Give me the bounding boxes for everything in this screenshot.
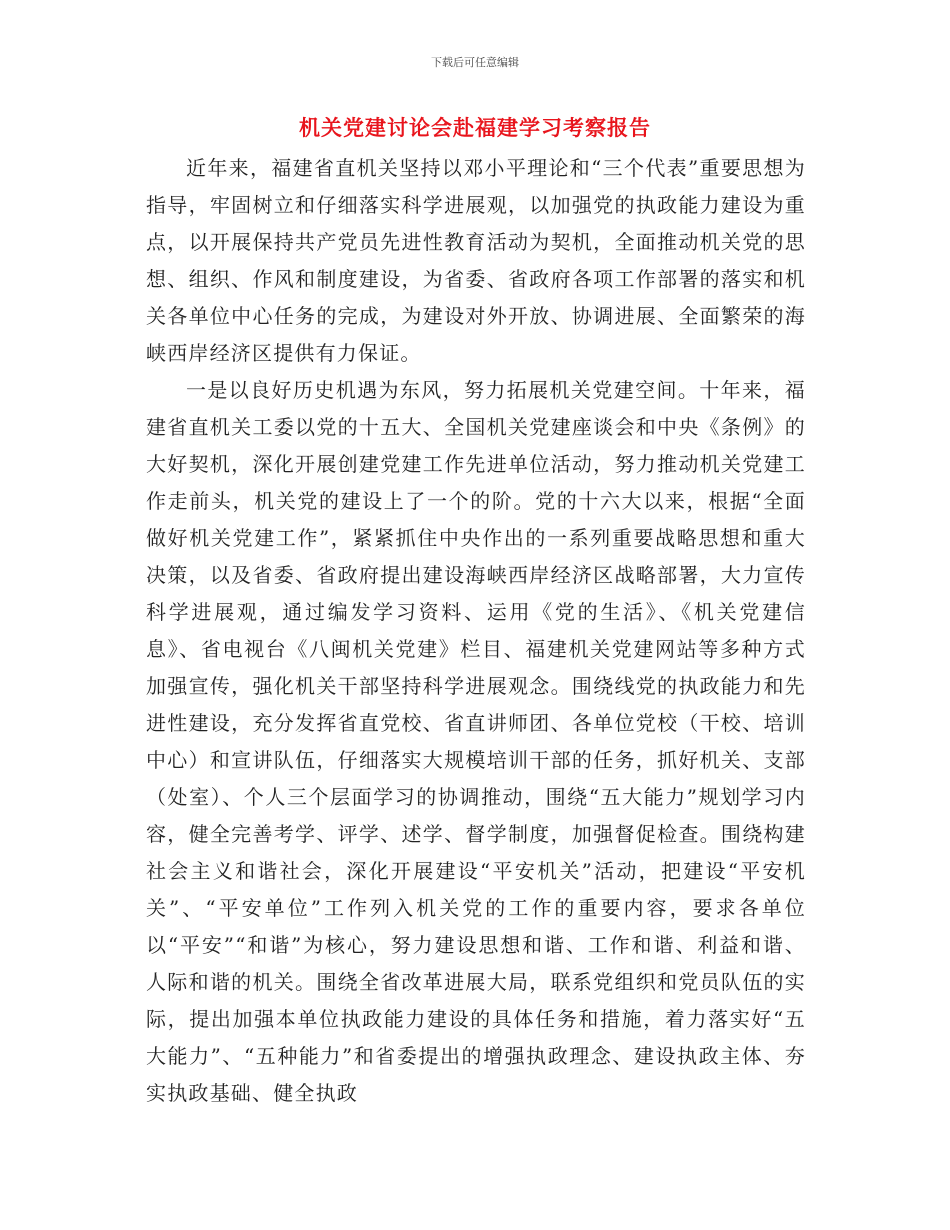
body-paragraph-2: 一是以良好历史机遇为东风，努力拓展机关党建空间。十年来，福建省直机关工委以党的十五大、全国机关党建座谈会和中央《条例》的大好契机，深化开展创建党建工作先进单位活动，努力推动机关党建工作走前头，机关党的建设上了一个的阶。党的十六大以来，根据“全面做好机关党建工作”，紧紧抓住中央作出的一系列重要战略思想和重大决策，以及省委、省政府提出建设海峡西岸经济区战略部署，大力宣传科学进展观，通过编发学习资料、运用《党的生活》、《机关党建信息》、省电视台《八闽机关党建》栏目、福建机关党建网站等多种方式加强宣传，强化机关干部坚持科学进展观念。围绕线党的执政能力和先进性建设，充分发挥省直党校、省直讲师团、各单位党校（干校、培训中心）和宣讲队伍，仔细落实大规模培训干部的任务，抓好机关、支部（处室）、个人三个层面学习的协调推动，围绕“五大能力”规划学习内容，健全完善考学、评学、述学、督学制度，加强督促检查。围绕构建社会主义和谐社会，深化开展建设“平安机关”活动，把建设“平安机关”、“平安单位”工作列入机关党的工作的重要内容，要求各单位以“平安”“和谐”为核心，努力建设思想和谐、工作和谐、利益和谐、人际和谐的机关。围绕全省改革进展大局，联系党组织和党员队伍的实际，提出加强本单位执政能力建设的具体任务和措施，着力落实好“五大能力”、“五种能力”和省委提出的增强执政理念、建设执政主体、夯实执政基础、健全执政 — [146, 378, 806, 1105]
document-body — [146, 150, 806, 1112]
document-title: 机关党建讨论会赴福建学习考察报告 — [299, 115, 651, 140]
body-paragraph-1: 近年来，福建省直机关坚持以邓小平理论和“三个代表”重要思想为指导，牢固树立和仔细落实科学进展观，以加强党的执政能力建设为重点，以开展保持共产党员先进性教育活动为契机，全面推动机关党的思想、组织、作风和制度建设，为省委、省政府各项工作部署的落实和机关各单位中心任务的完成，为建设对外开放、协调进展、全面繁荣的海峡西岸经济区提供有力保证。 — [146, 156, 806, 365]
page-header-note: 下载后可任意编辑 — [431, 56, 519, 69]
